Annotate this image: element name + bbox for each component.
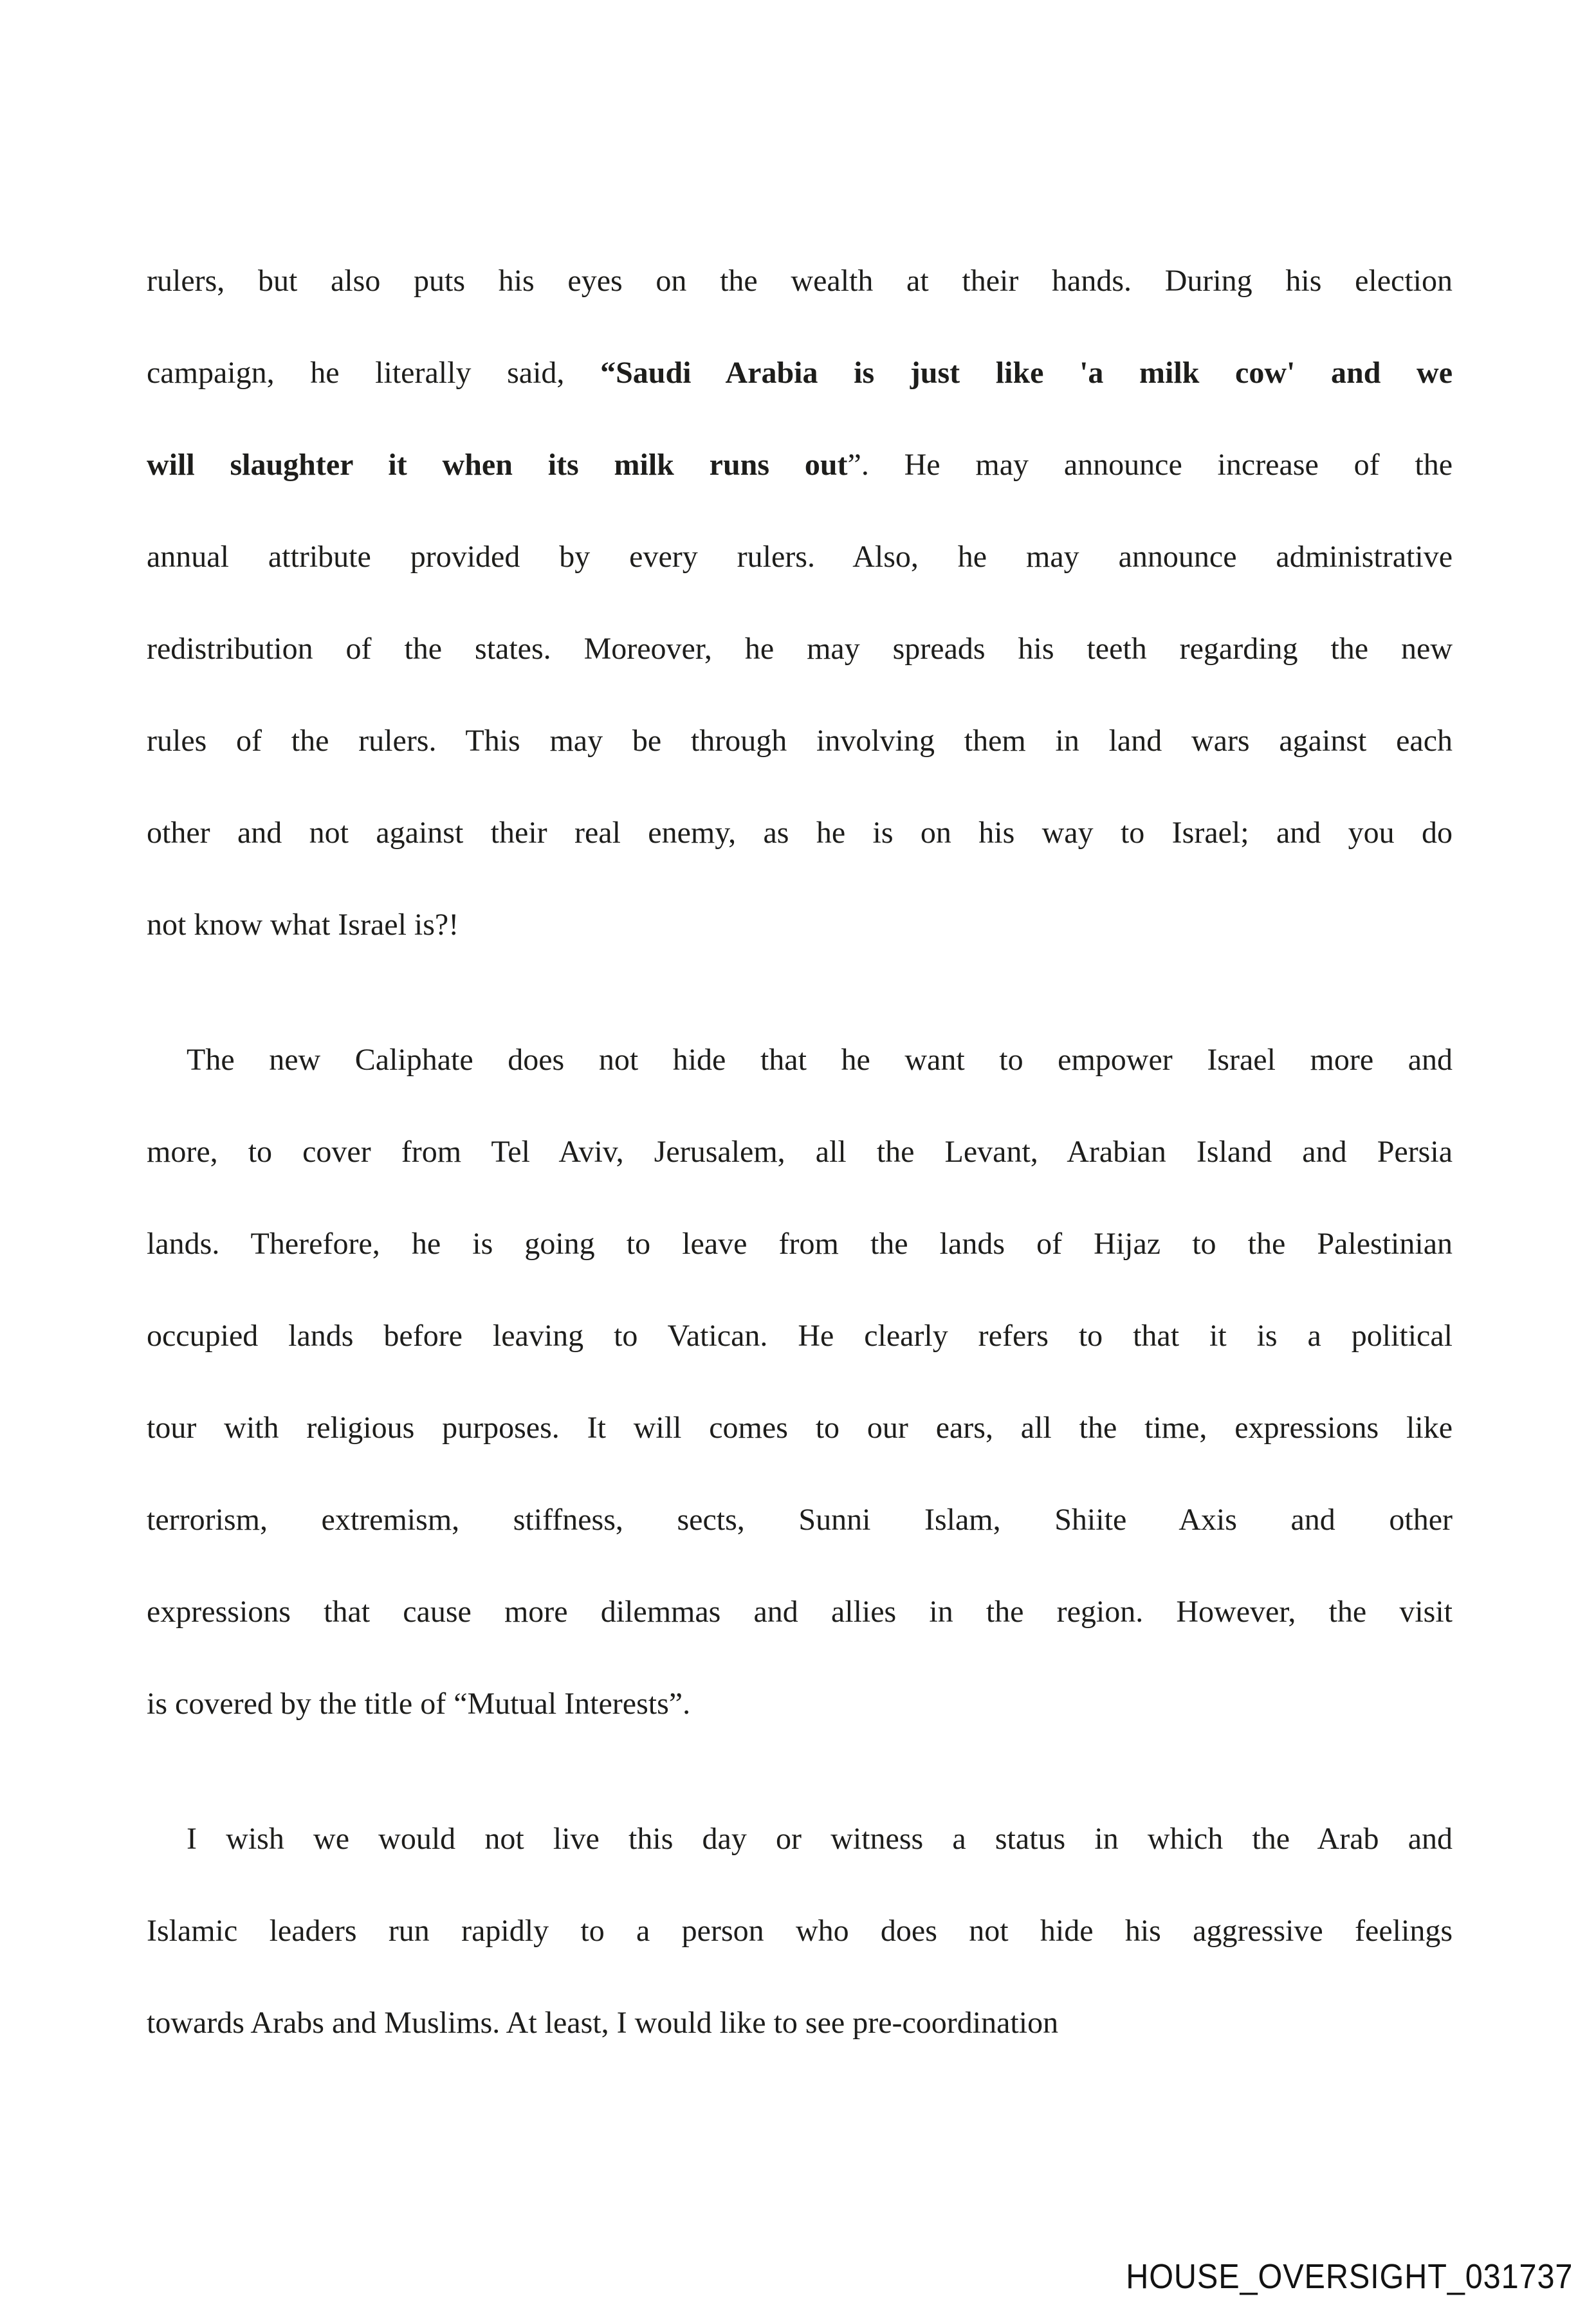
text-line [147, 1793, 1453, 1885]
bates-number: HOUSE_OVERSIGHT_031737 [1125, 2257, 1573, 2296]
text-segment: I wish we would not live this day or witness a status in which the Arab and [187, 1822, 1453, 1856]
text-line [147, 1885, 1453, 1977]
text-line [147, 1290, 1453, 1382]
text-segment: towards Arabs and Muslims. At least, I would like to see pre-coordination [147, 2006, 1059, 2040]
text-line [147, 1977, 1453, 2069]
paragraph-1 [147, 235, 1453, 971]
text-segment: expressions that cause more dilemmas and allies in the region. However, the visit [147, 1595, 1453, 1629]
text-line [147, 1566, 1453, 1658]
text-line [147, 1382, 1453, 1474]
text-line [147, 1106, 1453, 1198]
text-segment: annual attribute provided by every rulers. Also, he may announce administrative [147, 540, 1453, 574]
text-segment: Islamic leaders run rapidly to a person who does not hide his aggressive feelings [147, 1914, 1453, 1948]
text-line [147, 327, 1453, 419]
text-line [147, 1658, 1453, 1750]
text-segment: ”. He may announce increase of the [847, 448, 1453, 482]
text-segment: occupied lands before leaving to Vatican. He clearly refers to that it is a political [147, 1319, 1453, 1353]
text-segment: redistribution of the states. Moreover, he may spreads his teeth regarding the new [147, 632, 1453, 666]
text-line [147, 1014, 1453, 1106]
text-segment: tour with religious purposes. It will comes to our ears, all the time, expressions like [147, 1411, 1453, 1445]
text-line [147, 235, 1453, 327]
text-line [147, 879, 1453, 971]
paragraph-3 [147, 1793, 1453, 2069]
text-segment: terrorism, extremism, stiffness, sects, Sunni Islam, Shiite Axis and other [147, 1503, 1453, 1537]
text-segment: more, to cover from Tel Aviv, Jerusalem, all the Levant, Arabian Island and Persia [147, 1135, 1453, 1169]
text-segment: is covered by the title of “Mutual Interests”. [147, 1687, 691, 1721]
text-segment: The new Caliphate does not hide that he want to empower Israel more and [187, 1043, 1453, 1077]
text-segment-bold: “Saudi Arabia is just like 'a milk cow' and we [600, 356, 1453, 390]
text-segment: campaign, he literally said, [147, 356, 601, 390]
paragraph-2 [147, 1014, 1453, 1750]
text-line [147, 1474, 1453, 1566]
text-segment: rules of the rulers. This may be through involving them in land wars against each [147, 724, 1453, 758]
text-line [147, 695, 1453, 787]
text-segment: lands. Therefore, he is going to leave from the lands of Hijaz to the Palestinian [147, 1227, 1453, 1261]
text-segment: rulers, but also puts his eyes on the wealth at their hands. During his election [147, 264, 1453, 298]
text-segment: not know what Israel is?! [147, 908, 459, 942]
text-line [147, 787, 1453, 879]
text-line [147, 603, 1453, 695]
document-body [147, 235, 1453, 2069]
text-line [147, 419, 1453, 511]
text-line [147, 511, 1453, 603]
text-segment-bold: will slaughter it when its milk runs out [147, 448, 848, 482]
text-line [147, 1198, 1453, 1290]
text-segment: other and not against their real enemy, as he is on his way to Israel; and you do [147, 816, 1453, 850]
